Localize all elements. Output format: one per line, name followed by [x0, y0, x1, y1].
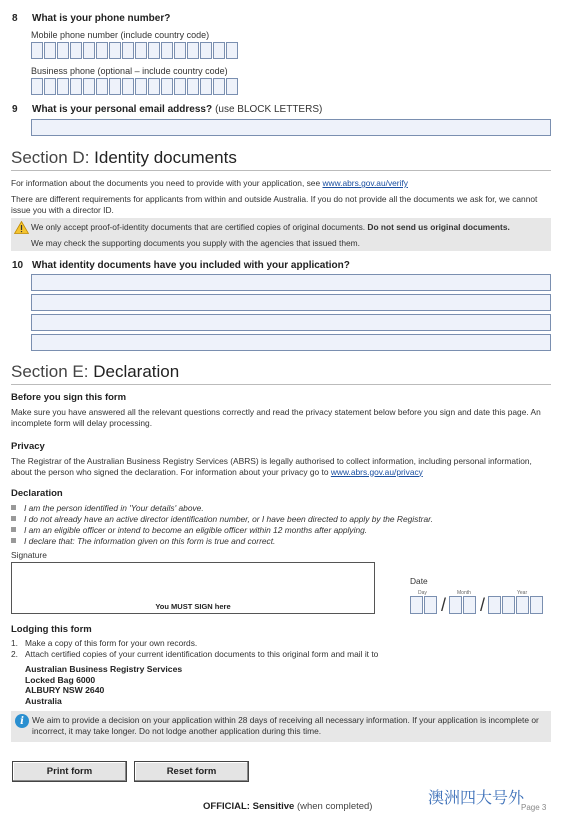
date-separator: /: [480, 595, 486, 615]
page-number: Page 3: [521, 803, 547, 812]
day-caption: Day: [418, 590, 427, 596]
day-input[interactable]: [410, 596, 438, 614]
question-number: 10: [12, 260, 24, 271]
identity-document-field-4[interactable]: [31, 334, 551, 351]
lodging-step: 1. Make a copy of this form for your own records.: [11, 638, 198, 648]
question-8: [12, 13, 170, 24]
identity-document-field-2[interactable]: [31, 294, 551, 311]
question-9: [12, 104, 322, 115]
declaration-item: I declare that: The information given on this form is true and correct.: [11, 535, 433, 546]
info-note: [11, 711, 551, 742]
month-caption: Month: [457, 590, 471, 596]
warning-icon: [14, 221, 29, 234]
question-text: What identity documents have you included with your application?: [32, 260, 350, 271]
warning-text: We only accept proof-of-identity documents that are certified copies of original documents. Do not send us original documents.: [31, 222, 510, 232]
sign-here-label: You MUST SIGN here: [155, 602, 231, 611]
section-d-title: Section D: Identity documents: [11, 148, 237, 167]
declaration-item: I am the person identified in 'Your details' above.: [11, 502, 433, 513]
before-sign-text: Make sure you have answered all the relevant questions correctly and read the privacy statement below before you sign and date this page. An incomplete form will delay processing.: [11, 407, 541, 428]
signature-label: Signature: [11, 550, 47, 560]
divider: [11, 384, 551, 385]
section-d-intro: For information about the documents you need to provide with your application, see www.abrs.gov.au/verify: [11, 178, 408, 188]
reset-form-button[interactable]: Reset form: [134, 761, 249, 782]
date-separator: /: [441, 595, 447, 615]
verify-link[interactable]: www.abrs.gov.au/verify: [322, 178, 408, 188]
business-phone-label: Business phone (optional – include country code): [31, 66, 228, 76]
lodging-heading: Lodging this form: [11, 624, 92, 635]
divider: [11, 170, 551, 171]
question-text: What is your phone number?: [32, 13, 171, 24]
signature-box[interactable]: [11, 562, 375, 614]
year-input[interactable]: [488, 596, 544, 614]
identity-document-field-1[interactable]: [31, 274, 551, 291]
watermark-text: 澳洲四大号外: [428, 788, 525, 807]
section-e-title: Section E: Declaration: [11, 362, 180, 381]
info-text: We aim to provide a decision on your application within 28 days of receiving all necessary information. If your application is incomplete or incorrect, it may take longer. Do not lodge another application during this time.: [32, 715, 539, 736]
question-hint: (use BLOCK LETTERS): [215, 104, 323, 115]
question-text: What is your personal email address?: [32, 104, 213, 115]
question-number: 8: [12, 13, 18, 24]
lodging-step: 2. Attach certified copies of your current identification documents to this original form and mail it to: [11, 648, 379, 659]
privacy-link[interactable]: www.abrs.gov.au/privacy: [330, 466, 423, 477]
mobile-phone-input[interactable]: [31, 42, 239, 59]
identity-document-field-3[interactable]: [31, 314, 551, 331]
print-form-button[interactable]: Print form: [12, 761, 127, 782]
mobile-phone-label: Mobile phone number (include country code): [31, 30, 210, 40]
privacy-text: The Registrar of the Australian Business Registry Services (ABRS) is legally authorised to collect information, including personal information, about the person who signed the declaration. For information about your privacy go to www.abrs.gov.au/privacy: [11, 456, 532, 477]
section-d-requirements: There are different requirements for applicants from within and outside Australia. If you do not provide all the documents we ask for, we cannot issue you with a director ID.: [11, 194, 538, 215]
business-phone-input[interactable]: [31, 78, 239, 95]
declaration-heading: Declaration: [11, 488, 63, 499]
date-input[interactable]: [410, 596, 544, 614]
year-caption: Year: [517, 590, 528, 596]
official-footer: OFFICIAL: Sensitive (when completed): [203, 801, 373, 812]
mailing-address: Australian Business Registry Services Locked Bag 6000 ALBURY NSW 2640 Australia: [25, 664, 183, 706]
email-field[interactable]: [31, 119, 551, 136]
month-input[interactable]: [449, 596, 477, 614]
lodging-steps: [11, 638, 551, 659]
info-icon: i: [15, 714, 29, 728]
question-10: [12, 260, 350, 271]
declaration-list: [11, 502, 433, 546]
warning-text-line2: We may check the supporting documents you supply with the agencies that issued them.: [31, 238, 360, 248]
declaration-item: I am an eligible officer or intend to become an eligible officer within 12 months after applying.: [11, 524, 433, 535]
before-sign-heading: Before you sign this form: [11, 392, 127, 403]
privacy-heading: Privacy: [11, 441, 45, 452]
warning-note: [11, 218, 551, 251]
declaration-item: I do not already have an active director identification number, or I have been directed to apply by the Registrar.: [11, 513, 433, 524]
question-number: 9: [12, 104, 18, 115]
date-label: Date: [410, 576, 428, 586]
